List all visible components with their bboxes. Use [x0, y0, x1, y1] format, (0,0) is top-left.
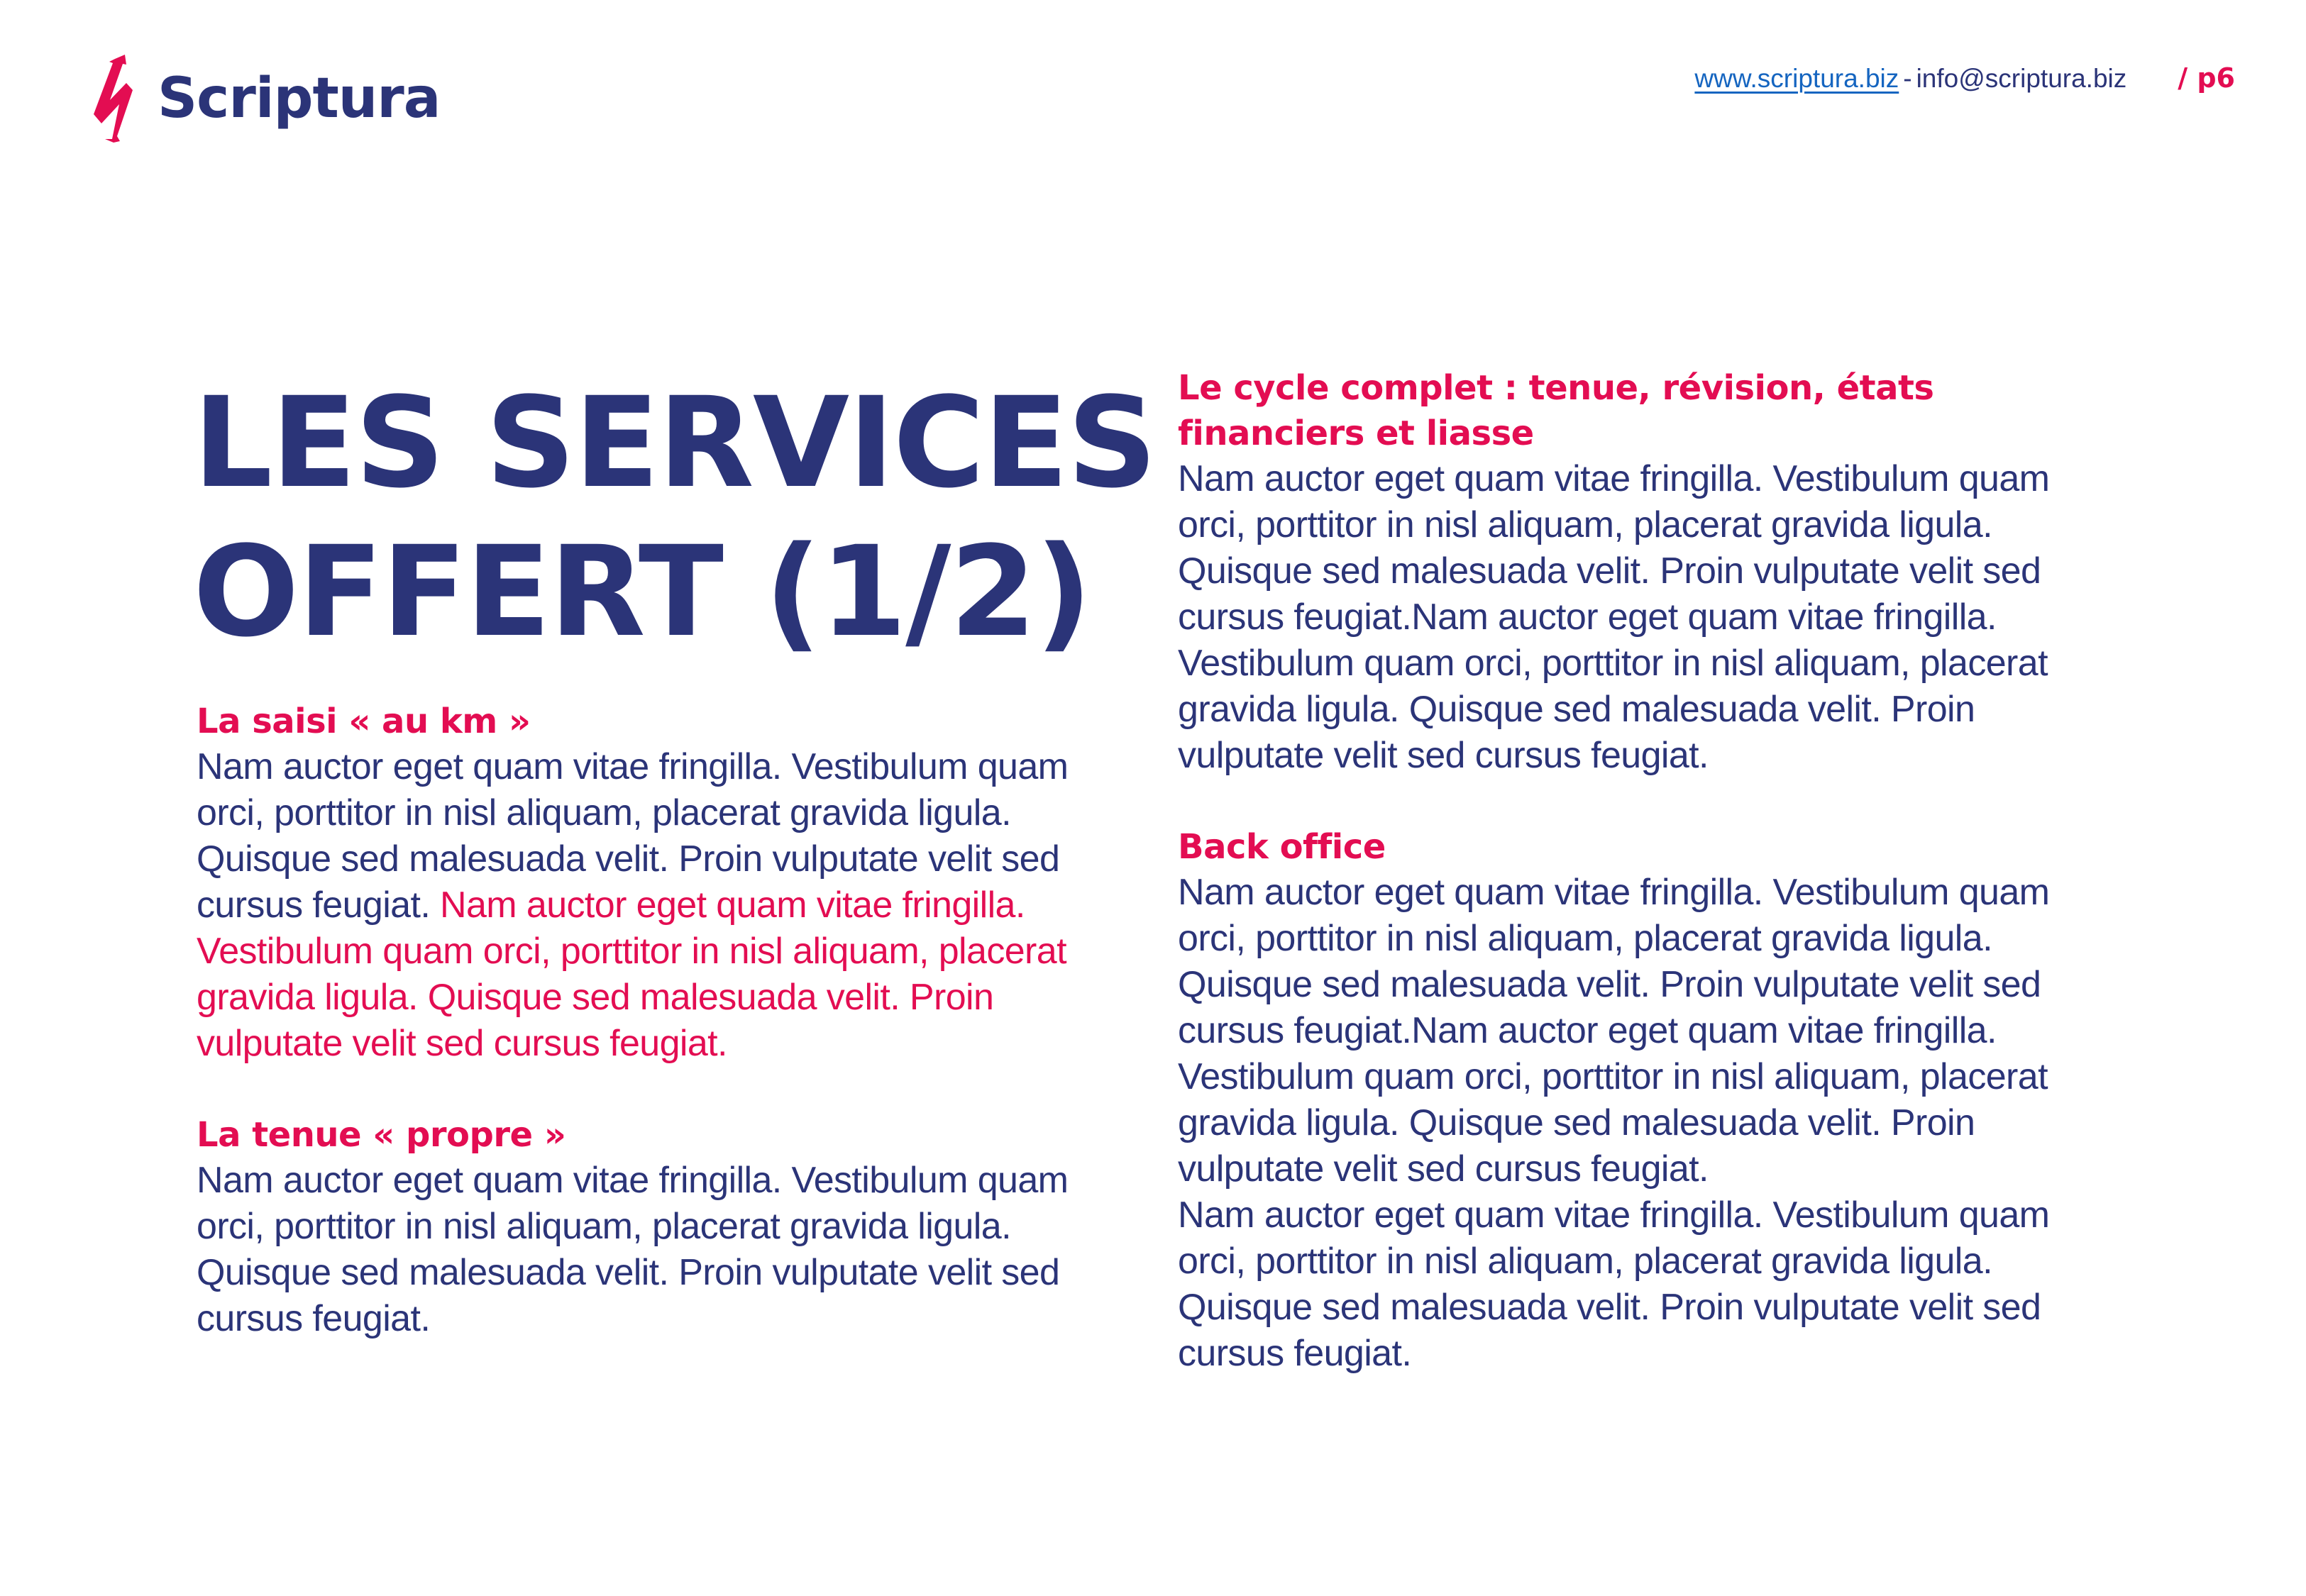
body-line [1178, 1192, 2129, 1238]
body-line [1178, 962, 2129, 1008]
highlighted-text: Vestibulum quam orci, porttitor in nisl aliquam, placerat [197, 931, 1066, 972]
body-text: Vestibulum quam orci, porttitor in nisl aliquam, placerat [1178, 643, 2048, 684]
body-line [1178, 641, 2129, 687]
body-line [1178, 1331, 2129, 1377]
body-text: Quisque sed malesuada velit. Proin vulputate velit sed [1178, 964, 2041, 1005]
body-line [1178, 1008, 2129, 1054]
body-line [1178, 594, 2129, 641]
section-body [197, 744, 1147, 1067]
right-column [1178, 365, 2129, 1422]
body-text: Quisque sed malesuada velit. Proin vulputate velit sed [197, 1252, 1060, 1293]
body-line [197, 836, 1147, 882]
body-line [1178, 1238, 2129, 1285]
body-text: orci, porttitor in nisl aliquam, placerat gravida ligula. [1178, 918, 1992, 959]
highlighted-text: gravida ligula. Quisque sed malesuada velit. Proin [197, 977, 994, 1018]
body-line [1178, 1146, 2129, 1192]
section-heading: La tenue « propre » [197, 1115, 566, 1155]
section-cycle-complet [1178, 365, 2129, 779]
section-body [1178, 456, 2129, 779]
body-line [197, 929, 1147, 975]
body-line [1178, 870, 2129, 916]
body-line [197, 790, 1147, 836]
body-line [1178, 1285, 2129, 1331]
body-line [1178, 1054, 2129, 1100]
section-heading-line: financiers et liasse [1178, 414, 1534, 453]
body-text: gravida ligula. Quisque sed malesuada velit. Proin [1178, 689, 1975, 730]
body-text: Vestibulum quam orci, porttitor in nisl aliquam, placerat [1178, 1056, 2048, 1097]
email-text: info@scriptura.biz [1916, 64, 2127, 93]
body-text: cursus feugiat. [1178, 1333, 1412, 1374]
body-text: Quisque sed malesuada velit. Proin vulputate velit sed [1178, 550, 2041, 592]
body-text: gravida ligula. Quisque sed malesuada velit. Proin [1178, 1102, 1975, 1143]
lightning-bolt-icon [91, 53, 148, 144]
body-text: orci, porttitor in nisl aliquam, placerat gravida ligula. [1178, 1241, 1992, 1282]
body-line [197, 1250, 1147, 1296]
body-text: Nam auctor eget quam vitae fringilla. Vestibulum quam [1178, 872, 2050, 913]
section-body [197, 1158, 1147, 1342]
brand-logo [91, 52, 440, 145]
brand-name: Scriptura [158, 67, 441, 131]
highlighted-text: vulputate velit sed cursus feugiat. [197, 1023, 727, 1064]
contact-separator: - [1903, 64, 1912, 93]
page-title [193, 369, 1156, 667]
body-text: cursus feugiat.Nam auctor eget quam vitae fringilla. [1178, 597, 1997, 638]
highlighted-text: Nam auctor eget quam vitae fringilla. [440, 885, 1025, 926]
body-line [197, 744, 1147, 790]
section-back-office [1178, 824, 2129, 1377]
body-text: cursus feugiat. [197, 885, 441, 926]
body-line [1178, 456, 2129, 502]
body-text: cursus feugiat.Nam auctor eget quam vitae fringilla. [1178, 1010, 1997, 1051]
left-column [197, 699, 1147, 1387]
section-heading: Back office [1178, 827, 1386, 867]
body-text: Nam auctor eget quam vitae fringilla. Vestibulum quam [1178, 458, 2050, 499]
body-line [1178, 1100, 2129, 1146]
body-line [197, 1296, 1147, 1342]
body-text: vulputate velit sed cursus feugiat. [1178, 735, 1709, 776]
body-text: Quisque sed malesuada velit. Proin vulputate velit sed [1178, 1287, 2041, 1328]
body-line [197, 1021, 1147, 1067]
body-text: orci, porttitor in nisl aliquam, placerat gravida ligula. [1178, 504, 1992, 545]
body-line [1178, 916, 2129, 962]
body-text: orci, porttitor in nisl aliquam, placerat gravida ligula. [197, 1206, 1011, 1247]
website-link[interactable]: www.scriptura.biz [1694, 64, 1899, 93]
body-text: vulputate velit sed cursus feugiat. [1178, 1148, 1709, 1190]
body-line [1178, 687, 2129, 733]
body-text: Nam auctor eget quam vitae fringilla. Vestibulum quam [1178, 1195, 2050, 1236]
page-number: / p6 [2178, 62, 2235, 94]
section-saisi [197, 699, 1147, 1067]
body-line [1178, 733, 2129, 779]
page-title-line-1: LES SERVICES [193, 370, 1156, 516]
body-line [197, 975, 1147, 1021]
body-line [197, 1158, 1147, 1204]
section-tenue [197, 1112, 1147, 1342]
body-line [1178, 548, 2129, 594]
header-contact [1694, 62, 2235, 94]
body-text: Nam auctor eget quam vitae fringilla. Vestibulum quam [197, 1160, 1069, 1201]
body-line [197, 1204, 1147, 1250]
body-text: Nam auctor eget quam vitae fringilla. Vestibulum quam [197, 746, 1069, 787]
page-title-line-2: OFFERT (1/2) [193, 519, 1091, 665]
section-heading [1178, 365, 2129, 456]
section-heading-line: Le cycle complet : tenue, révision, états [1178, 368, 1934, 408]
body-text: cursus feugiat. [197, 1298, 431, 1339]
body-text: Quisque sed malesuada velit. Proin vulputate velit sed [197, 838, 1060, 880]
body-line [197, 882, 1147, 929]
section-body [1178, 870, 2129, 1377]
body-line [1178, 502, 2129, 548]
section-heading: La saisi « au km » [197, 702, 531, 741]
body-text: orci, porttitor in nisl aliquam, placerat gravida ligula. [197, 792, 1011, 833]
